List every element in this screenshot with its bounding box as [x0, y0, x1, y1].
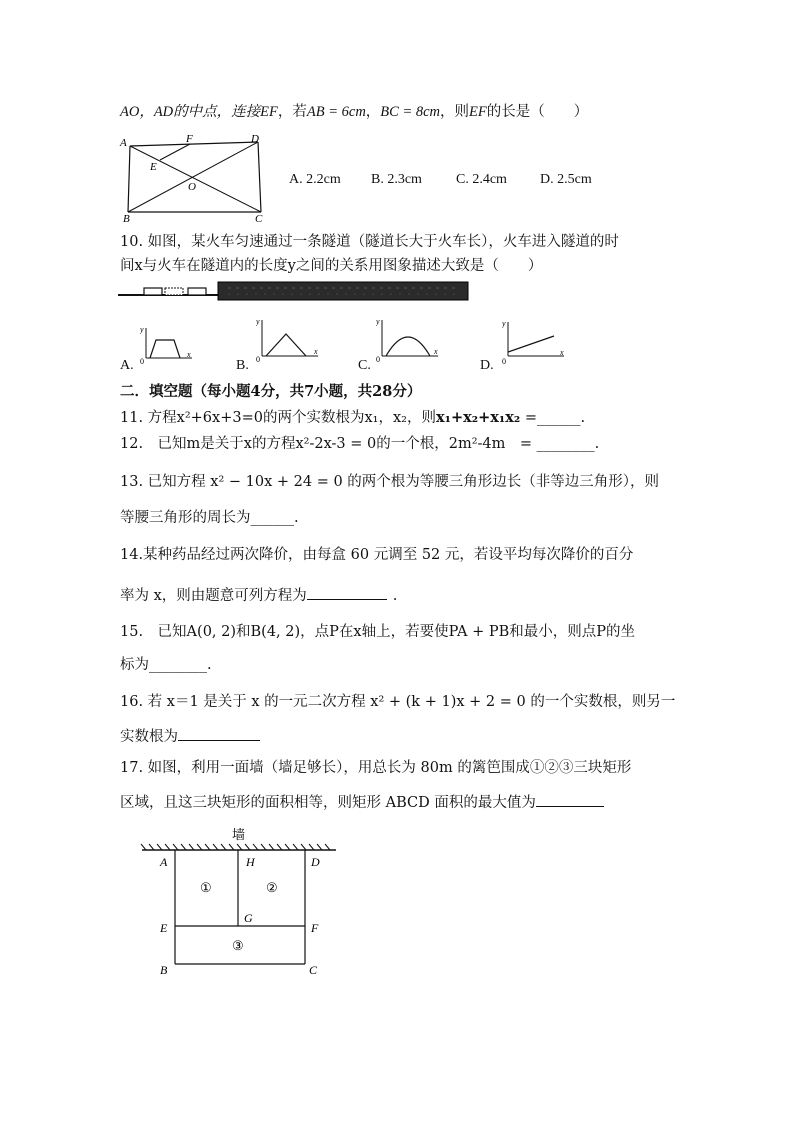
q17-label-c: C: [309, 963, 318, 977]
q17-region-2: ②: [266, 880, 278, 895]
train-tunnel-illustration: [118, 280, 470, 302]
q15-line-1: 15. 已知A(0, 2)和B(4, 2)，点P在x轴上，若要使PA + PB和最小，则点P的坐: [120, 624, 636, 640]
q11-text: 11. 方程x²+6x+3=0的两个实数根为x₁，x₂，则: [120, 410, 436, 426]
q10-c-x: x: [434, 347, 438, 356]
q9-question-line: [120, 102, 588, 122]
q16-line-2: [120, 726, 260, 747]
q10-graph-a: [140, 324, 196, 364]
q17-label-b: B: [160, 963, 168, 977]
q9-label-b: B: [123, 213, 130, 225]
q9-label-e: E: [150, 161, 157, 173]
q10-b-y: y: [256, 317, 260, 326]
q10-graph-b: [256, 316, 322, 362]
q10-option-a: A.: [120, 358, 134, 373]
q10-a-origin: 0: [140, 357, 144, 364]
q14-answer-blank[interactable]: [307, 585, 387, 600]
q10-option-c: C.: [358, 358, 371, 373]
q9-mid: ，若: [277, 104, 307, 120]
q14-line-1: 14.某种药品经过两次降价，由每盒 60 元调至 52 元，若设平均每次降价的百分: [120, 547, 634, 563]
q10-line-2: 间x与火车在隧道内的长度y之间的关系用图象描述大致是（ ）: [120, 258, 543, 274]
q10-a-x: x: [187, 350, 191, 359]
q11-tail: =______.: [520, 410, 586, 426]
q11-expression: x₁+x₂+x₁x₂: [435, 409, 521, 426]
q10-d-origin: 0: [502, 357, 506, 364]
q10-graph-c: [376, 316, 442, 362]
q17-fence-figure: [138, 826, 344, 978]
q13-line-2: 等腰三角形的周长为______.: [120, 510, 299, 526]
q9-ef-label-2: EF: [469, 104, 487, 120]
q17-label-e: E: [160, 921, 168, 935]
q9-prefix: AO，AD的中点，连接: [120, 104, 261, 120]
q9-option-b: B. 2.3cm: [371, 172, 422, 187]
q16-line-1: 16. 若 x＝1 是关于 x 的一元二次方程 x² + (k + 1)x + 2 = 0 的一个实数根，则另一: [120, 694, 676, 710]
q9-option-c: C. 2.4cm: [456, 172, 507, 187]
q14-line-2: [120, 585, 397, 606]
q17-line-2-text: 区域，且这三块矩形的面积相等，则矩形 ABCD 面积的最大值为: [120, 795, 536, 811]
q14-line-2-text: 率为 x，则由题意可列方程为: [120, 588, 307, 604]
q14-period: .: [392, 588, 398, 604]
q9-label-c: C: [255, 213, 263, 225]
q10-d-y: y: [502, 319, 506, 328]
q10-d-x: x: [560, 348, 564, 357]
q17-wall-label: 墙: [232, 827, 246, 842]
q17-label-d: D: [311, 855, 320, 869]
q11-line: [120, 408, 585, 428]
q15-line-2: 标为________.: [120, 657, 212, 673]
q10-option-b: B.: [236, 358, 249, 373]
q17-region-3: ③: [232, 938, 244, 953]
q17-label-a: A: [160, 855, 168, 869]
q10-b-origin: 0: [256, 355, 260, 362]
q9-option-d: D. 2.5cm: [540, 172, 592, 187]
q10-c-y: y: [376, 317, 380, 326]
q17-label-g: G: [244, 911, 253, 925]
q17-region-1: ①: [200, 880, 212, 895]
q16-line-2-text: 实数根为: [120, 729, 178, 745]
q13-line-1: 13. 已知方程 x² − 10x + 24 = 0 的两个根为等腰三角形边长（非等边三角形），则: [120, 474, 660, 490]
q10-graph-d: [502, 318, 568, 364]
q9-suffix: 的长是（ ）: [486, 104, 589, 120]
q16-answer-blank[interactable]: [178, 726, 260, 741]
q17-line-1: 17. 如图，利用一面墙（墙足够长），用总长为 80m 的篱笆围成①②③三块矩形: [120, 760, 632, 776]
q9-rectangle-figure: [118, 134, 278, 226]
q10-b-x: x: [314, 347, 318, 356]
q9-label-f: F: [186, 134, 193, 145]
q9-then: ，则: [440, 104, 470, 120]
q9-label-o: O: [188, 181, 196, 193]
q9-option-a: A. 2.2cm: [289, 172, 341, 187]
q10-option-d: D.: [480, 358, 494, 373]
q9-label-d: D: [251, 134, 259, 145]
q17-label-f: F: [311, 921, 319, 935]
q12-line: 12. 已知m是关于x的方程x²-2x-3 = 0的一个根，2m²-4m = ________.: [120, 436, 600, 452]
q17-label-h: H: [246, 855, 255, 869]
q9-cond-ab: AB = 6cm: [306, 104, 366, 120]
q10-line-1: 10. 如图，某火车匀速通过一条隧道（隧道长大于火车长），火车进入隧道的时: [120, 234, 619, 250]
q17-answer-blank[interactable]: [536, 792, 604, 807]
q9-cond-bc: BC = 8cm: [380, 104, 441, 120]
q10-a-y: y: [140, 325, 144, 334]
q17-line-2: [120, 792, 604, 813]
q9-sep: ，: [365, 104, 381, 120]
q9-ef-label: EF: [260, 104, 278, 120]
q10-c-origin: 0: [376, 355, 380, 362]
section-2-heading: 二．填空题（每小题4分，共7小题，共28分）: [120, 383, 422, 400]
q9-label-a: A: [120, 137, 127, 149]
